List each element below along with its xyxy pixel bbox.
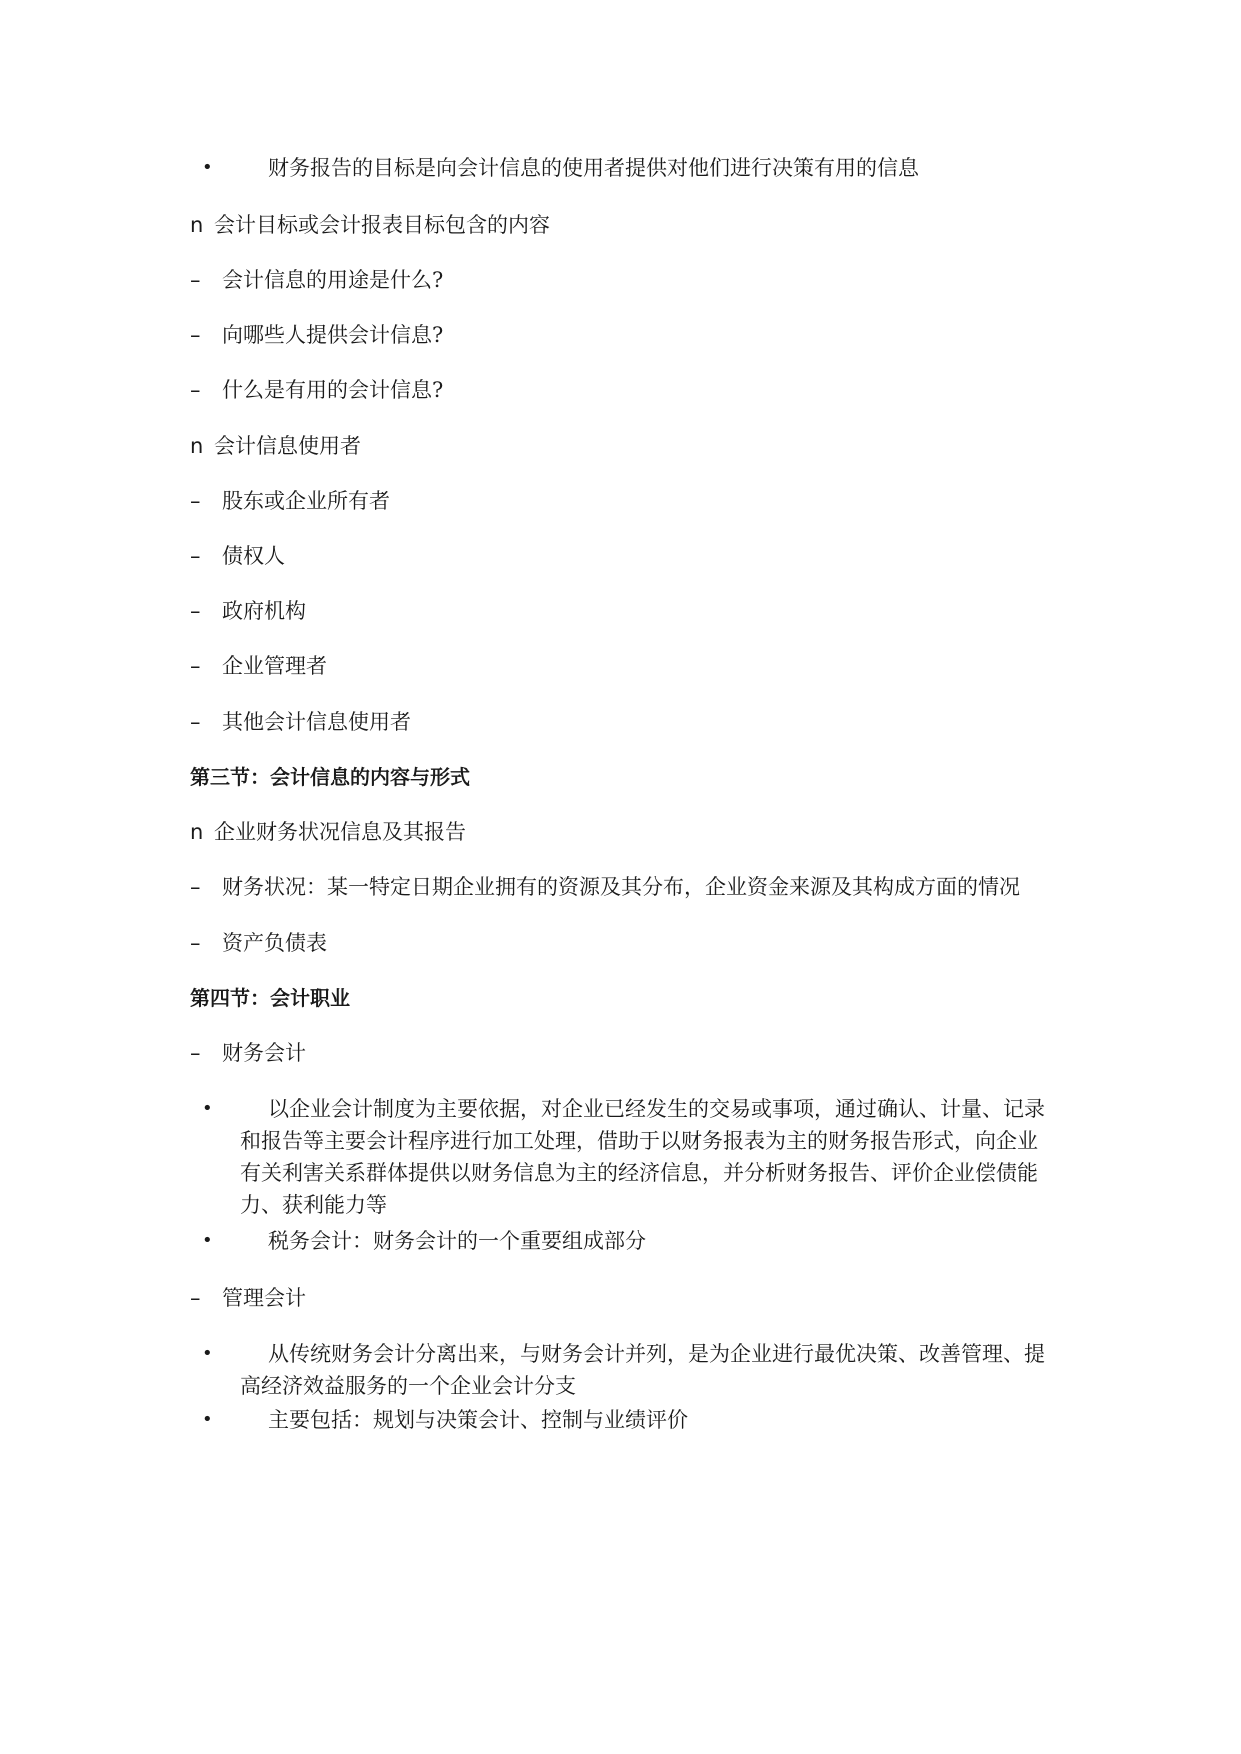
dash-item bbox=[190, 707, 411, 737]
section-item bbox=[190, 817, 466, 847]
dash-item-text: 什么是有用的会计信息? bbox=[222, 378, 444, 402]
section-item-text: 会计目标或会计报表目标包含的内容 bbox=[214, 213, 550, 237]
bullet-item bbox=[190, 1225, 1050, 1257]
section-item-text: 企业财务状况信息及其报告 bbox=[214, 820, 466, 844]
dash-item bbox=[190, 265, 443, 295]
bullet-text: 主要包括：规划与决策会计、控制与业绩评价 bbox=[268, 1408, 688, 1432]
bullet-dot: • bbox=[202, 1230, 213, 1251]
dash-marker: – bbox=[190, 323, 201, 347]
dash-item-text: 管理会计 bbox=[222, 1286, 306, 1310]
dash-item bbox=[190, 486, 390, 516]
bullet-dot: • bbox=[202, 1098, 213, 1119]
dash-item-text: 债权人 bbox=[222, 544, 285, 568]
bullet-item bbox=[190, 152, 1050, 184]
dash-item bbox=[190, 541, 285, 571]
bullet-item bbox=[190, 1404, 1050, 1436]
dash-item-text: 资产负债表 bbox=[222, 931, 327, 955]
dash-item bbox=[190, 375, 443, 405]
section-heading: 第三节：会计信息的内容与形式 bbox=[190, 765, 470, 789]
section-item-text: 会计信息使用者 bbox=[214, 434, 361, 458]
section-item bbox=[190, 431, 361, 461]
bullet-text: 从传统财务会计分离出来，与财务会计并列，是为企业进行最优决策、改善管理、提高经济效益服务的一个企业会计分支 bbox=[240, 1342, 1045, 1398]
n-marker: n bbox=[190, 820, 204, 844]
dash-marker: – bbox=[190, 268, 201, 292]
dash-item-text: 财务状况：某一特定日期企业拥有的资源及其分布，企业资金来源及其构成方面的情况 bbox=[222, 875, 1020, 899]
dash-marker: – bbox=[190, 875, 201, 899]
dash-item bbox=[190, 651, 327, 681]
dash-item bbox=[190, 1038, 306, 1068]
bullet-text: 财务报告的目标是向会计信息的使用者提供对他们进行决策有用的信息 bbox=[268, 156, 919, 180]
dash-item bbox=[190, 320, 443, 350]
dash-marker: – bbox=[190, 544, 201, 568]
dash-item-text: 向哪些人提供会计信息? bbox=[222, 323, 444, 347]
dash-marker: – bbox=[190, 1286, 201, 1310]
dash-marker: – bbox=[190, 710, 201, 734]
dash-marker: – bbox=[190, 654, 201, 678]
dash-item-text: 企业管理者 bbox=[222, 654, 327, 678]
bullet-text: 以企业会计制度为主要依据，对企业已经发生的交易或事项，通过确认、计量、记录和报告等主要会计程序进行加工处理，借助于以财务报表为主的财务报告形式，向企业有关利害关系群体提供以财务信息为主的经济信息，并分析财务报告、评价企业偿债能力、获利能力等 bbox=[240, 1097, 1045, 1217]
dash-marker: – bbox=[190, 599, 201, 623]
bullet-item bbox=[190, 1338, 1050, 1402]
dash-item-text: 股东或企业所有者 bbox=[222, 489, 390, 513]
dash-marker: – bbox=[190, 931, 201, 955]
n-marker: n bbox=[190, 434, 204, 458]
section-item bbox=[190, 210, 550, 240]
dash-item-text: 政府机构 bbox=[222, 599, 306, 623]
dash-item bbox=[190, 596, 306, 626]
dash-item bbox=[190, 1283, 306, 1313]
bullet-text: 税务会计：财务会计的一个重要组成部分 bbox=[268, 1229, 646, 1253]
bullet-dot: • bbox=[202, 157, 213, 178]
dash-marker: – bbox=[190, 489, 201, 513]
dash-item bbox=[190, 928, 327, 958]
dash-item-text: 其他会计信息使用者 bbox=[222, 710, 411, 734]
section-heading: 第四节：会计职业 bbox=[190, 986, 350, 1010]
dash-item-text: 财务会计 bbox=[222, 1041, 306, 1065]
dash-marker: – bbox=[190, 378, 201, 402]
bullet-dot: • bbox=[202, 1409, 213, 1430]
dash-item-text: 会计信息的用途是什么? bbox=[222, 268, 444, 292]
n-marker: n bbox=[190, 213, 204, 237]
dash-item bbox=[190, 872, 1020, 902]
dash-marker: – bbox=[190, 1041, 201, 1065]
bullet-dot: • bbox=[202, 1343, 213, 1364]
bullet-item bbox=[190, 1093, 1050, 1221]
